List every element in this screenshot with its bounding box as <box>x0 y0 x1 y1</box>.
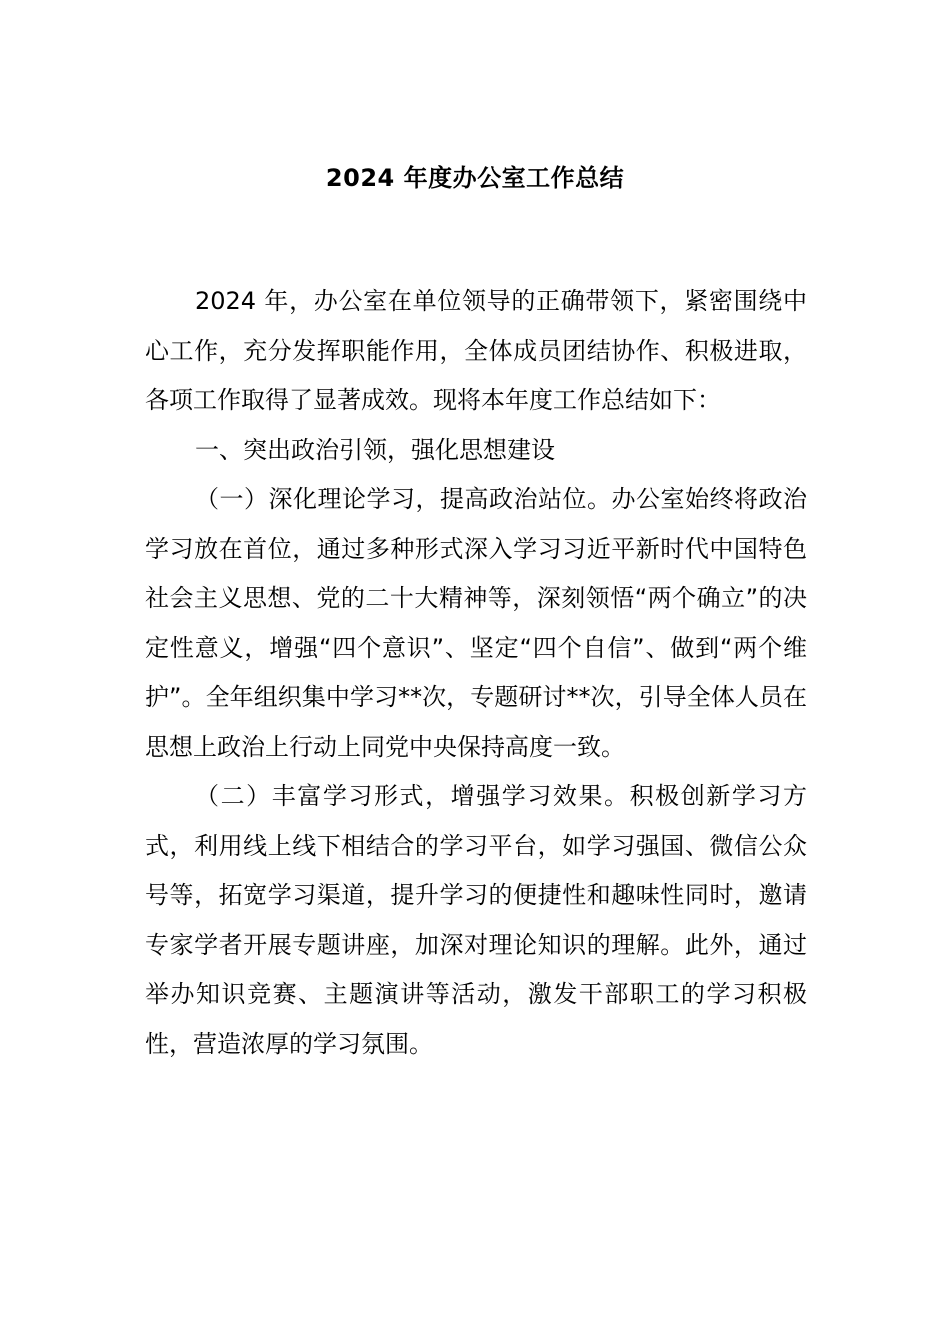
document-body <box>145 277 807 1069</box>
document-title: 2024 年度办公室工作总结 <box>325 164 625 192</box>
subsection-paragraph-1: （一）深化理论学习，提高政治站位。办公室始终将政治学习放在首位，通过多种形式深入学习习近平新时代中国特色社会主义思想、党的二十大精神等，深刻领悟“两个确立”的决定性意义，增强“四个意识”、坚定“四个自信”、做到“两个维护”。全年组织集中学习**次，专题研讨**次，引导全体人员在思想上政治上行动上同党中央保持高度一致。 <box>145 485 807 761</box>
section-heading-1: 一、突出政治引领，强化思想建设 <box>195 435 555 464</box>
subsection-paragraph-2: （二）丰富学习形式，增强学习效果。积极创新学习方式，利用线上线下相结合的学习平台，如学习强国、微信公众号等，拓宽学习渠道，提升学习的便捷性和趣味性同时，邀请专家学者开展专题讲座，加深对理论知识的理解。此外，通过举办知识竞赛、主题演讲等活动，激发干部职工的学习积极性，营造浓厚的学习氛围。 <box>145 782 807 1058</box>
intro-paragraph: 2024 年，办公室在单位领导的正确带领下，紧密围绕中心工作，充分发挥职能作用，全体成员团结协作、积极进取，各项工作取得了显著成效。现将本年度工作总结如下： <box>145 287 807 414</box>
